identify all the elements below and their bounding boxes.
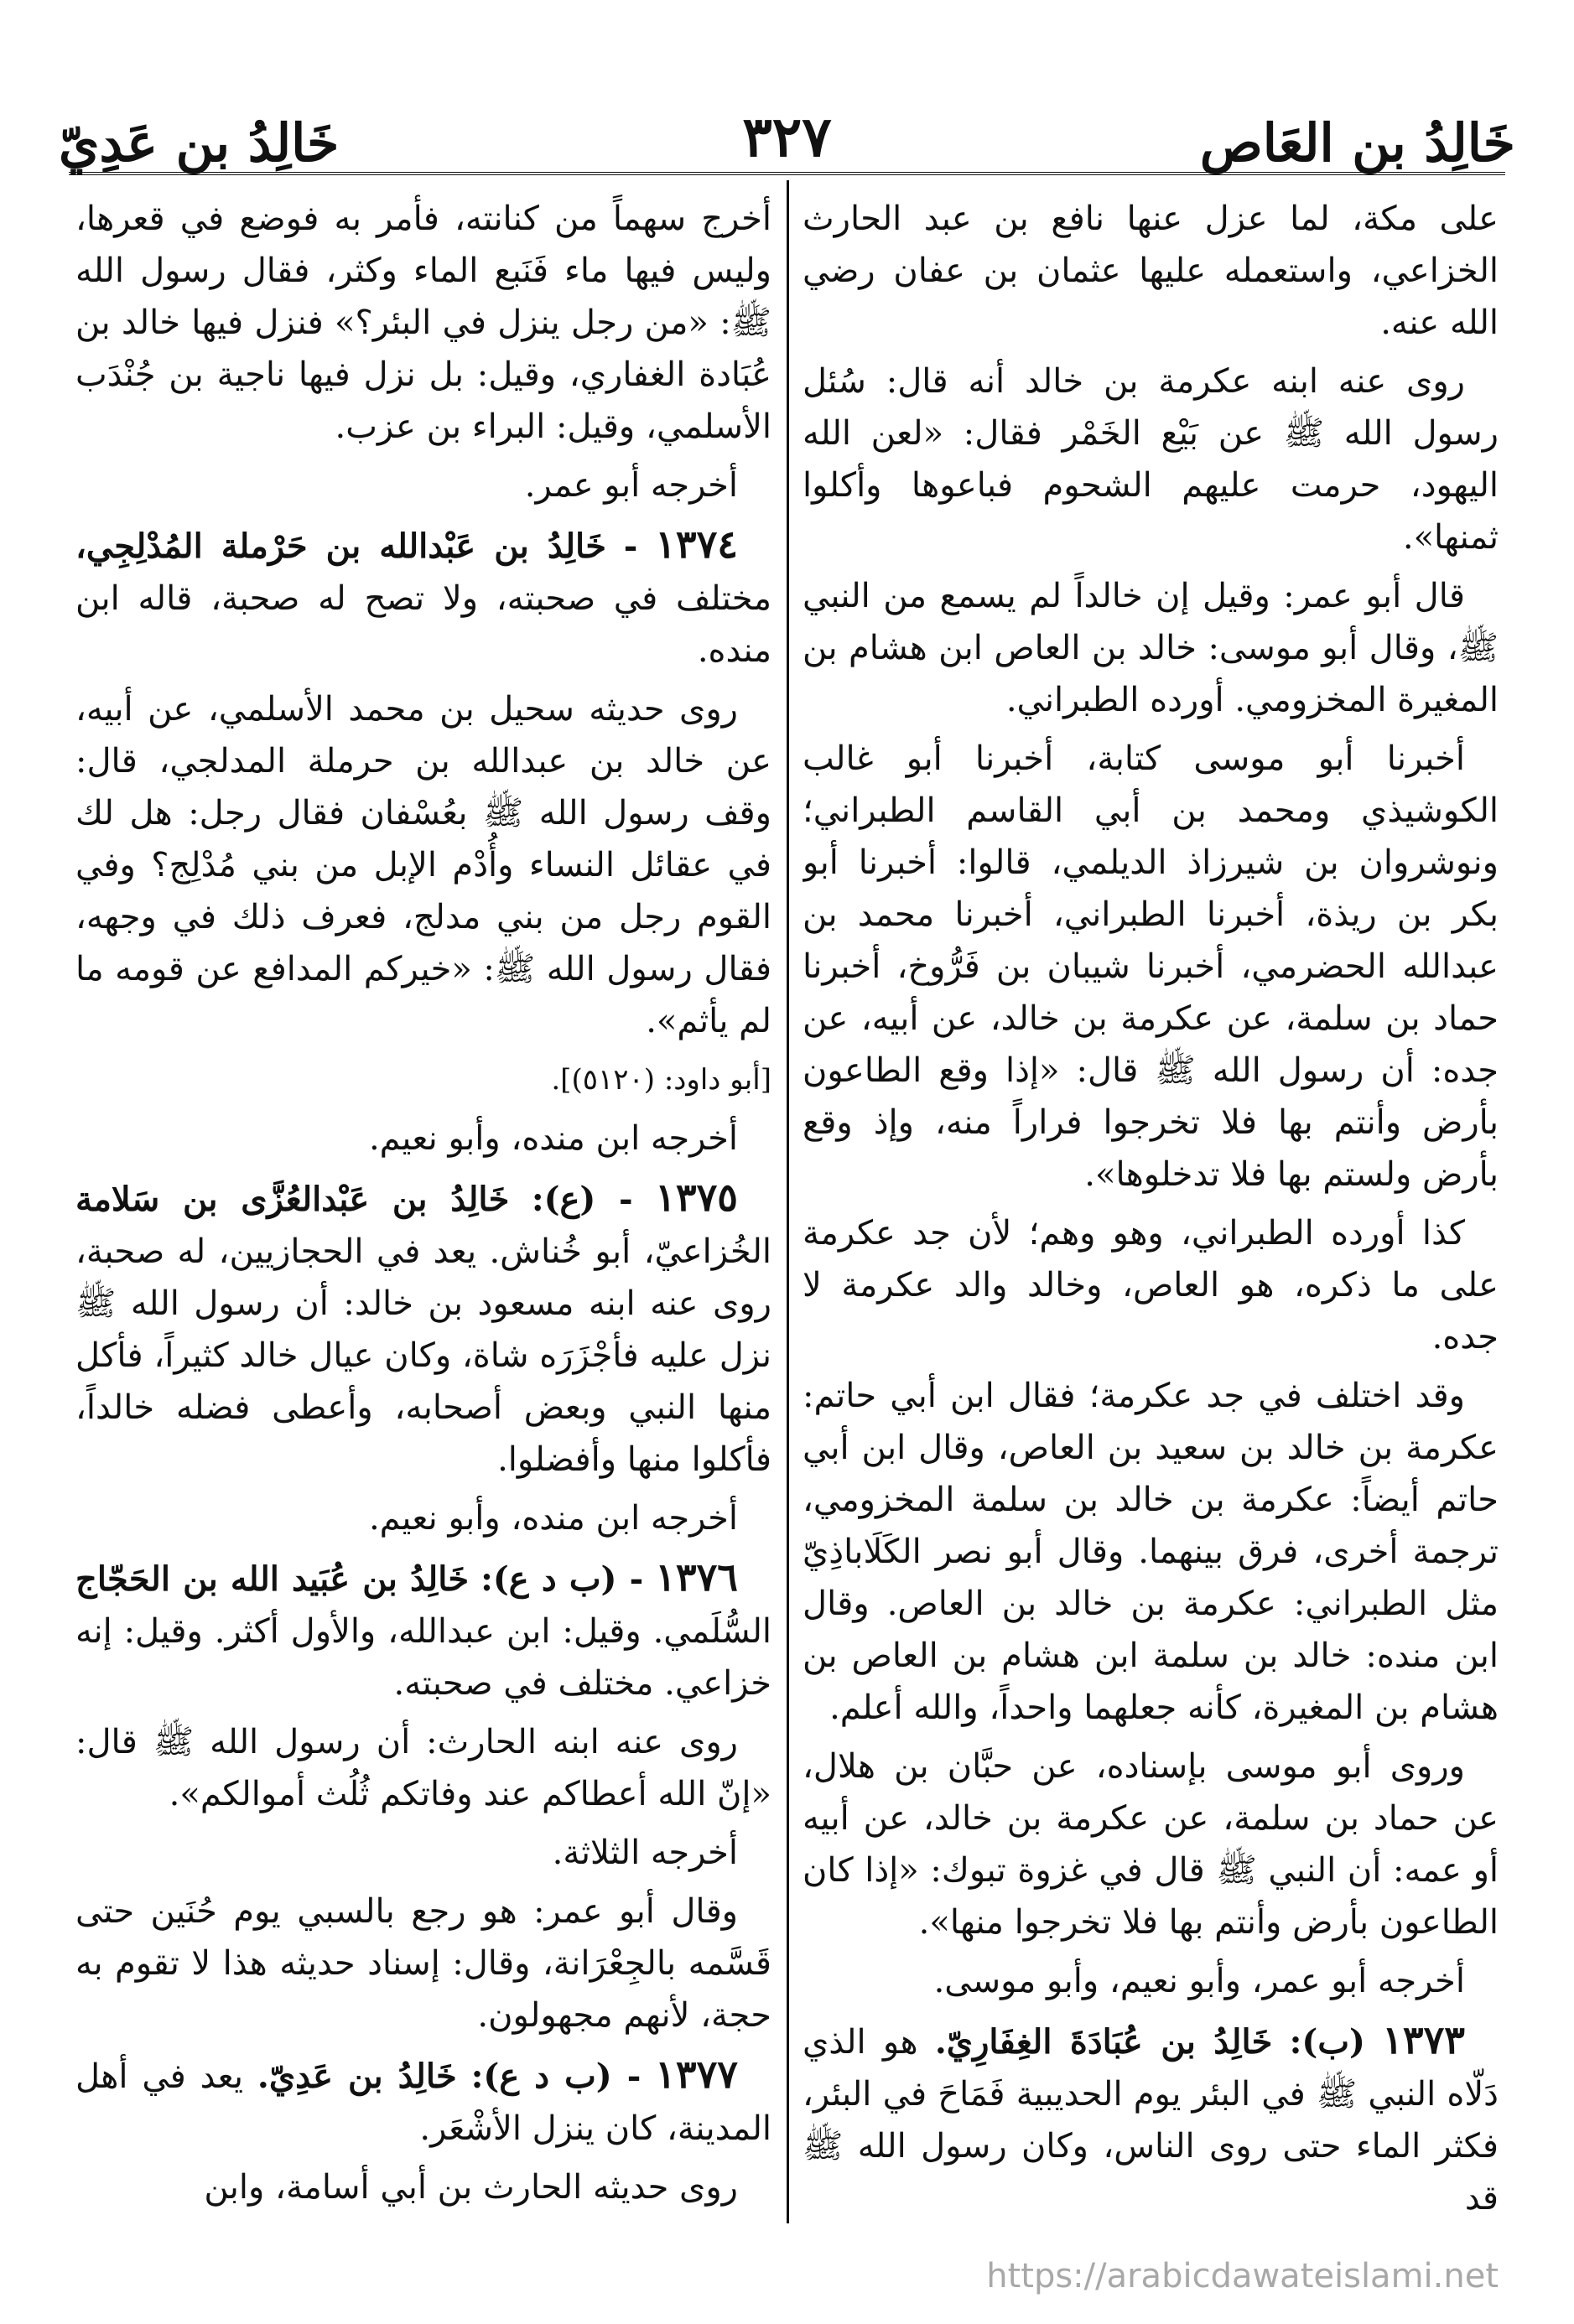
paragraph: أخرجه أبو عمر. bbox=[524, 466, 738, 505]
biography-entry bbox=[75, 518, 771, 677]
entry-source-tag: - (ع): bbox=[531, 1180, 633, 1219]
column-divider bbox=[787, 180, 789, 2223]
biography-entry bbox=[75, 1171, 771, 1486]
paragraph: روى عنه ابنه عكرمة بن خالد أنه قال: سُئل رسول الله ﷺ عن بَيْع الخَمْر فقال: «لعن الله اليهود، حرمت عليهم الشحوم فباعوها وأكلوا ثمنها». bbox=[803, 362, 1499, 557]
entry-number: ١٣٧٦ bbox=[655, 1554, 739, 1600]
biography-entry bbox=[75, 1551, 771, 1709]
paragraph: روى حديثه سحيل بن محمد الأسلمي، عن أبيه، عن خالد بن عبدالله بن حرملة المدلجي، قال: وقف رسول الله ﷺ بعُسْفان فقال رجل: هل لك في عقائل النساء وأُدْم الإبل من بني مُدْلِج؟ وفي القوم رجل من بني مدلج، فعرف ذلك في وجهه، فقال رسول الله ﷺ: «خيركم المدافع عن قومه ما لم يأثم». bbox=[75, 690, 771, 1040]
entry-number: ١٣٧٧ bbox=[655, 2052, 738, 2097]
left-column bbox=[75, 193, 771, 2249]
paragraph: على مكة، لما عزل عنها نافع بن عبد الحارث الخزاعي، واستعمله عليها عثمان بن عفان رضي الله عنه. bbox=[803, 200, 1499, 342]
paragraph: كذا أورده الطبراني، وهو وهم؛ لأن جد عكرمة على ما ذكره، هو العاص، وخالد والد عكرمة لا جده. bbox=[803, 1214, 1499, 1357]
paragraph: أخرج سهماً من كنانته، فأمر به فوضع في قعرها، وليس فيها ماء فَنَبع الماء وكثر، فقال رسول الله ﷺ: «من رجل ينزل في البئر؟» فنزل فيها خالد بن عُبَادة الغفاري، وقيل: بل نزل فيها ناجية بن جُنْدَب الأسلمي، وقيل: البراء بن عزب. bbox=[75, 200, 771, 446]
biography-entry bbox=[803, 2014, 1499, 2224]
paragraph: أخرجه ابن منده، وأبو نعيم. bbox=[368, 1499, 738, 1538]
paragraph: قال أبو عمر: وقيل إن خالداً لم يسمع من النبي ﷺ، وقال أبو موسى: خالد بن العاص ابن هشام بن المغيرة المخزومي. أورده الطبراني. bbox=[803, 577, 1499, 719]
entry-text: مختلف في صحبته، ولا تصح له صحبة، قاله ابن منده. bbox=[75, 579, 771, 670]
paragraph: وقال أبو عمر: هو رجع بالسبي يوم حُنَين حتى قَسَّمه بالجِعْرَانة، وقال: إسناد حديثه هذا لا تقوم به حجة، لأنهم مجهولون. bbox=[75, 1892, 771, 2035]
entry-source-tag: (ب): bbox=[1289, 2022, 1365, 2062]
entry-number: ١٣٧٣ bbox=[1382, 2017, 1466, 2062]
entry-text: السُّلَمي. وقيل: ابن عبدالله، والأول أكثر. وقيل: إنه خزاعي. مختلف في صحبته. bbox=[75, 1612, 771, 1703]
entry-name: خَالِدُ بن عَبْدالله بن حَرْملة المُدْلِجِي، bbox=[75, 527, 606, 566]
entry-source-tag: - (ب د ع): bbox=[470, 2057, 642, 2096]
paragraph: أخرجه ابن منده، وأبو نعيم. bbox=[368, 1119, 738, 1158]
page-header bbox=[59, 92, 1515, 193]
paragraph: روى عنه ابنه الحارث: أن رسول الله ﷺ قال: «إنّ الله أعطاكم عند وفاتكم ثُلُث أموالكم». bbox=[75, 1723, 771, 1813]
paragraph: أخرجه أبو عمر، وأبو نعيم، وأبو موسى. bbox=[933, 1962, 1465, 2000]
entry-text: الخُزاعيّ، أبو خُناش. يعد في الحجازيين، له صحبة، روى عنه ابنه مسعود بن خالد: أن رسول الله ﷺ نزل عليه فأجْزَرَه شاة، وكان عيال خالد كثيراً، فأكل منها النبي وبعض أصحابه، وأعطى فضله خالداً، فأكلوا منها وأفضلوا. bbox=[75, 1232, 771, 1479]
header-rule bbox=[69, 172, 1505, 175]
entry-name: خَالِدُ بن عَدِيّ. bbox=[257, 2057, 457, 2096]
entry-name: خَالِدُ بن عَبْدالعُزَّى بن سَلامة bbox=[75, 1180, 510, 1219]
paragraph: روى حديثه الحارث بن أبي أسامة، وابن bbox=[204, 2168, 738, 2207]
watermark-url: https://arabicdawateislami.net bbox=[986, 2257, 1499, 2295]
entry-number: ١٣٧٤ bbox=[655, 521, 739, 567]
paragraph: وروى أبو موسى بإسناده، عن حبَّان بن هلال، عن حماد بن سلمة، عن عكرمة بن خالد، عن أبيه أو عمه: أن النبي ﷺ قال في غزوة تبوك: «إذا كان الطاعون بأرض وأنتم بها فلا تخرجوا منها». bbox=[803, 1747, 1499, 1942]
entry-text: يعد في أهل المدينة، كان ينزل الأشْعَر. bbox=[75, 2057, 771, 2148]
paragraph: أخرجه الثلاثة. bbox=[552, 1834, 738, 1872]
running-title-left: خَالِدُ بن عَدِيّ bbox=[59, 112, 340, 174]
paragraph: وقد اختلف في جد عكرمة؛ فقال ابن أبي حاتم: عكرمة بن خالد بن سعيد بن العاص، وقال ابن أبي حاتم أيضاً: عكرمة بن خالد بن سلمة المخزومي، ترجمة أخرى، فرق بينهما. وقال أبو نصر الكَلَاباذِيّ مثل الطبراني: عكرمة بن خالد بن العاص. وقال ابن منده: خالد بن سلمة ابن هشام بن العاص بن هشام بن المغيرة، كأنه جعلهما واحداً، والله أعلم. bbox=[803, 1377, 1499, 1727]
running-title-right: خَالِدُ بن العَاص bbox=[1199, 112, 1515, 174]
entry-name: خَالِدُ بن عُبَيد الله بن الحَجّاج bbox=[75, 1559, 470, 1599]
entry-source-tag: - (ب د ع): bbox=[481, 1559, 644, 1599]
biography-entry bbox=[75, 2048, 771, 2155]
entry-source-tag: - bbox=[623, 527, 638, 566]
page-number: ٣٢٧ bbox=[742, 104, 832, 169]
paragraph: [أبو داود: (٥١٢٠)]. bbox=[551, 1063, 771, 1097]
entry-name: خَالِدُ بن عُبَادَةَ الغِفَارِيّ. bbox=[934, 2022, 1273, 2062]
entry-number: ١٣٧٥ bbox=[655, 1175, 738, 1220]
right-column bbox=[803, 193, 1499, 2249]
paragraph: أخبرنا أبو موسى كتابة، أخبرنا أبو غالب الكوشيذي ومحمد بن أبي القاسم الطبراني؛ ونوشروان بن شيرزاذ الديلمي، قالوا: أخبرنا أبو بكر بن ريذة، أخبرنا الطبراني، أخبرنا محمد بن عبدالله الحضرمي، أخبرنا شيبان بن فَرُّوخ، أخبرنا حماد بن سلمة، عن عكرمة بن خالد، عن أبيه، عن جده: أن رسول الله ﷺ قال: «إذا وقع الطاعون بأرض وأنتم بها فلا تخرجوا فراراً منه، وإذ وقع بأرض ولستم بها فلا تدخلوها». bbox=[803, 739, 1499, 1194]
entry-text: هو الذي دَلّاه النبي ﷺ في البئر يوم الحديبية فَمَاحَ في البئر، فكثر الماء حتى روى الناس، وكان رسول الله ﷺ قد bbox=[803, 2023, 1499, 2218]
